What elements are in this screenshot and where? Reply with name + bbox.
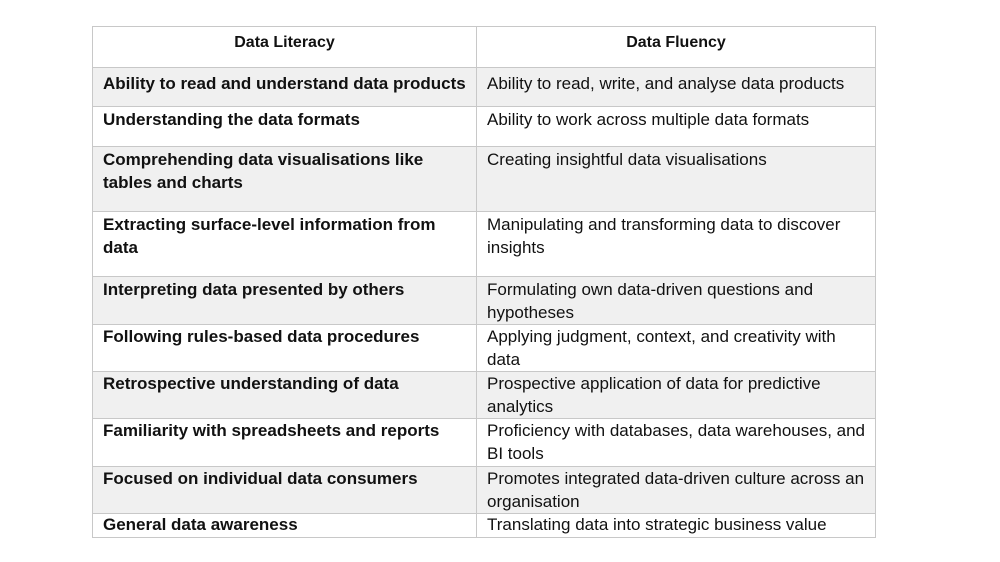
literacy-cell: Following rules-based data procedures: [93, 325, 477, 372]
fluency-cell: Translating data into strategic business value: [477, 514, 876, 538]
table-row: [93, 107, 876, 147]
fluency-cell: Ability to work across multiple data formats: [477, 107, 876, 147]
fluency-cell: Applying judgment, context, and creativity with data: [477, 325, 876, 372]
fluency-cell: Manipulating and transforming data to discover insights: [477, 212, 876, 277]
comparison-table: [92, 26, 876, 538]
table-row: [93, 147, 876, 212]
literacy-cell: Familiarity with spreadsheets and reports: [93, 419, 477, 467]
fluency-cell: Formulating own data-driven questions and hypotheses: [477, 277, 876, 325]
table-row: [93, 212, 876, 277]
fluency-cell: Creating insightful data visualisations: [477, 147, 876, 212]
literacy-cell: Comprehending data visualisations like tables and charts: [93, 147, 477, 212]
table-row: [93, 277, 876, 325]
literacy-cell: Ability to read and understand data products: [93, 68, 477, 107]
table-row: [93, 514, 876, 538]
literacy-cell: General data awareness: [93, 514, 477, 538]
table-row: [93, 467, 876, 514]
header-row: [93, 27, 876, 68]
fluency-cell: Ability to read, write, and analyse data products: [477, 68, 876, 107]
literacy-cell: Understanding the data formats: [93, 107, 477, 147]
literacy-cell: Retrospective understanding of data: [93, 372, 477, 419]
literacy-cell: Extracting surface-level information from data: [93, 212, 477, 277]
header-data-literacy: Data Literacy: [93, 27, 477, 68]
table-row: [93, 419, 876, 467]
table-row: [93, 68, 876, 107]
literacy-cell: Focused on individual data consumers: [93, 467, 477, 514]
table-row: [93, 325, 876, 372]
fluency-cell: Proficiency with databases, data warehouses, and BI tools: [477, 419, 876, 467]
literacy-cell: Interpreting data presented by others: [93, 277, 477, 325]
fluency-cell: Prospective application of data for predictive analytics: [477, 372, 876, 419]
table-row: [93, 372, 876, 419]
header-data-fluency: Data Fluency: [477, 27, 876, 68]
fluency-cell: Promotes integrated data-driven culture across an organisation: [477, 467, 876, 514]
